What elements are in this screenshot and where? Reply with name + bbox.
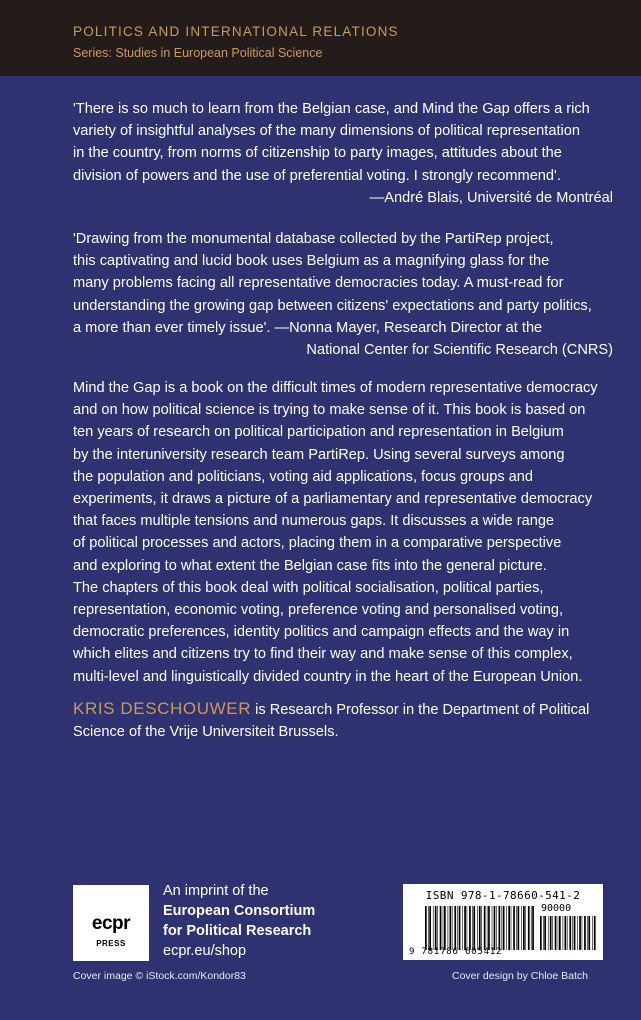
imprint-line: An imprint of the [163, 883, 269, 899]
description-line: Mind the Gap is a book on the difficult times of modern representative democracy [73, 380, 598, 396]
barcode-bar [552, 916, 553, 950]
barcode-bar [429, 906, 431, 950]
barcode-bar [469, 906, 471, 950]
barcode-bar [503, 906, 505, 950]
description-line: representation, economic voting, preference voting and personalised voting, [73, 602, 564, 619]
description-line: multi-level and linguistically divided country in the heart of the European Union. [73, 668, 583, 685]
blurb-line: 'There is so much to learn from the Belgian case, and Mind the Gap offers a rich [73, 101, 590, 117]
barcode-bar [502, 906, 503, 950]
blurb-line: variety of insightful analyses of the many dimensions of political representation [73, 123, 580, 140]
barcode-bar [558, 916, 559, 950]
barcode-bar [487, 906, 488, 950]
description-line: that faces multiple tensions and numerous gaps. It discusses a wide range [73, 513, 555, 530]
barcode-bar [543, 916, 544, 950]
blurb-line: a more than ever timely issue'. —Nonna Mayer, Research Director at the [73, 319, 543, 336]
barcode-bar [579, 916, 581, 950]
barcode-bar [481, 906, 482, 950]
barcode-bar [448, 906, 449, 950]
publisher-name: for Political Research [163, 923, 312, 939]
author-bio [73, 698, 613, 743]
barcode-bar [444, 906, 446, 950]
barcode-bar [588, 916, 590, 950]
description-line: democratic preferences, identity politics and campaign effects and the way in [73, 624, 570, 641]
barcode-bar [462, 906, 463, 950]
publisher-imprint [163, 881, 315, 961]
barcode-bar [508, 906, 510, 950]
barcode-bar [499, 906, 501, 950]
barcode-bar [569, 916, 571, 950]
barcode-bar [443, 906, 444, 950]
barcode-bar [477, 906, 478, 950]
blurb-line: division of powers and the use of preferential voting. I strongly recommend'. [73, 167, 561, 184]
barcode-bar [563, 916, 564, 950]
barcode-bar [440, 906, 442, 950]
barcode-digits: 9 781786 605412 [409, 947, 503, 957]
barcode-bar [525, 906, 526, 950]
barcode-bar [425, 906, 427, 950]
blurb-line: many problems facing all representative democracies today. A must-read for [73, 275, 564, 292]
blurb-line: understanding the growing gap between citizens' expectations and party politics, [73, 297, 592, 314]
barcode-bar [555, 916, 557, 950]
barcode-bar [484, 906, 486, 950]
barcode-bar [587, 916, 588, 950]
barcode-bar [450, 906, 452, 950]
barcode-bar [492, 906, 493, 950]
barcode-bar [473, 906, 475, 950]
barcode-bar [516, 906, 517, 950]
barcode-bar [506, 906, 507, 950]
barcode-bar [496, 906, 497, 950]
author-name: KRIS DESCHOUWER [73, 699, 252, 718]
barcode-bar [433, 906, 434, 950]
barcode-bar [488, 906, 490, 950]
barcode-bar [559, 916, 561, 950]
barcode-bar [428, 906, 429, 950]
barcode-bar [464, 906, 466, 950]
barcode-bar [437, 906, 438, 950]
description-line: The chapters of this book deal with political socialisation, political parties, [73, 579, 544, 596]
blurb-line: 'Drawing from the monumental database collected by the PartiRep project, [73, 231, 554, 247]
barcode-bar [567, 916, 568, 950]
barcode-bar [574, 916, 576, 950]
barcode-bar [592, 916, 593, 950]
barcode-bar [594, 916, 596, 950]
barcode-bar [518, 906, 520, 950]
author-bio-text: Science of the Vrije Universiteit Brussels. [73, 724, 339, 741]
barcode-bar [452, 906, 453, 950]
blurb-blais [73, 98, 613, 209]
addon-barcode-bars [540, 916, 596, 950]
barcode-bar [532, 906, 534, 950]
blurb-attribution: National Center for Scientific Research (CNRS) [306, 342, 613, 359]
category-label: POLITICS AND INTERNATIONAL RELATIONS [73, 24, 399, 39]
book-description [73, 377, 613, 688]
barcode-bar [528, 906, 530, 950]
description-line: by the interuniversity research team PartiRep. Using several surveys among [73, 446, 565, 463]
barcode-bar [565, 916, 567, 950]
author-bio-text: is Research Professor in the Department of Political [251, 702, 590, 718]
price-code: 90000 [541, 903, 572, 914]
isbn-text: ISBN 978-1-78660-541-2 [425, 889, 581, 902]
barcode-bar [540, 916, 542, 950]
cover-design-credit: Cover design by Chloe Batch [452, 970, 588, 982]
barcode-bar [459, 906, 461, 950]
barcode-bar [435, 906, 437, 950]
series-label: Series: Studies in European Political Science [73, 46, 323, 60]
barcode-bar [577, 916, 578, 950]
description-line: and on how political science is trying to make sense of it. This book is based on [73, 402, 586, 419]
barcode-bar [457, 906, 458, 950]
barcode-bar [572, 916, 573, 950]
barcode-bar [548, 916, 549, 950]
description-line: the population and politicians, voting aid applications, focus groups and [73, 468, 534, 485]
blurb-mayer [73, 228, 613, 361]
barcode-bar [582, 916, 583, 950]
description-line: which elites and citizens try to find their way and make sense of this complex, [73, 646, 573, 663]
barcode-bar [511, 906, 512, 950]
barcode-bar [472, 906, 473, 950]
barcode-bar [544, 916, 546, 950]
header-bar [0, 0, 641, 76]
isbn-barcode [403, 884, 603, 960]
publisher-url: ecpr.eu/shop [163, 943, 247, 959]
barcode-bar [494, 906, 496, 950]
barcode-bar [513, 906, 515, 950]
blurb-line: in the country, from norms of citizenship to party images, attitudes about the [73, 145, 562, 162]
barcode-bar [454, 906, 456, 950]
barcode-bar [523, 906, 525, 950]
barcode-bar [521, 906, 522, 950]
description-line: ten years of research on political participation and representation in Belgium [73, 424, 564, 441]
blurb-line: this captivating and lucid book uses Belgium as a magnifying glass for the [73, 253, 550, 270]
barcode-bar [479, 906, 481, 950]
barcode-bars [425, 906, 535, 950]
ecpr-press-logo [73, 885, 149, 961]
publisher-name: European Consortium [163, 903, 316, 919]
cover-image-credit: Cover image © iStock.com/Kondor83 [73, 970, 246, 982]
barcode-bar [550, 916, 552, 950]
logo-wordmark: ecpr [91, 913, 131, 934]
barcode-bar [467, 906, 468, 950]
description-line: of political processes and actors, placing them in a comparative perspective [73, 535, 562, 552]
barcode-bar [584, 916, 586, 950]
blurb-attribution: —André Blais, Université de Montréal [369, 189, 613, 206]
description-line: and exploring to what extent the Belgian case fits into the general picture. [73, 557, 547, 574]
logo-press-label: PRESS [96, 939, 126, 948]
description-line: experiments, it draws a picture of a parliamentary and representative democracy [73, 491, 593, 508]
barcode-bar [531, 906, 532, 950]
